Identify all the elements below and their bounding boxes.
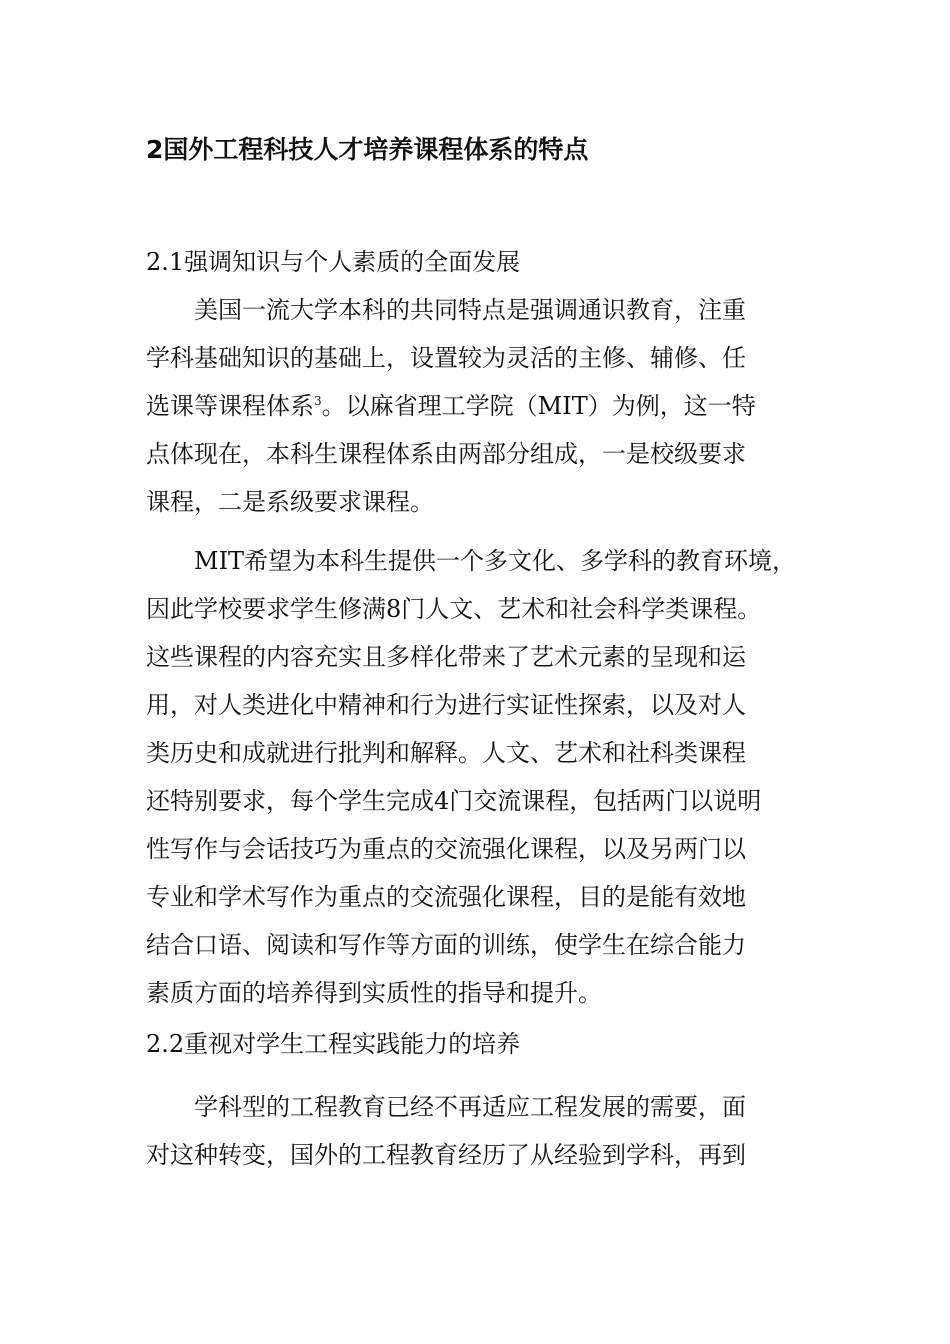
text-line: 课程，二是系级要求课程。	[146, 488, 434, 516]
text-line: 这些课程的内容充实且多样化带来了艺术元素的呈现和运	[146, 643, 746, 671]
text-line: 学科型的工程教育已经不再适应工程发展的需要，面	[194, 1093, 746, 1121]
text-line: 还特别要求，每个学生完成4门交流课程，包括两门以说明	[146, 787, 762, 815]
text-segment: 。以麻省理工学院（MIT）为例，这一特	[321, 392, 756, 420]
text-line: 结合口语、阅读和写作等方面的训练，使学生在综合能力	[146, 931, 746, 959]
paragraph-2-1-a	[146, 286, 826, 526]
text-segment: 选课等课程体系	[146, 392, 314, 420]
paragraph-2-2-a	[146, 1083, 826, 1179]
text-line: 专业和学术写作为重点的交流强化课程，目的是能有效地	[146, 883, 746, 911]
text-line: 美国一流大学本科的共同特点是强调通识教育，注重	[194, 296, 746, 324]
text-line: 点体现在，本科生课程体系由两部分组成，一是校级要求	[146, 440, 746, 468]
footnote-ref: 3	[314, 394, 322, 408]
text-line: 性写作与会话技巧为重点的交流强化课程，以及另两门以	[146, 835, 746, 863]
text-line: 类历史和成就进行批判和解释。人文、艺术和社科类课程	[146, 739, 746, 767]
text-line: 因此学校要求学生修满8门人文、艺术和社会科学类课程。	[146, 595, 762, 623]
text-line	[146, 382, 826, 430]
text-line: MIT希望为本科生提供一个多文化、多学科的教育环境，	[194, 547, 797, 575]
text-line: 素质方面的培养得到实质性的指导和提升。	[146, 979, 602, 1007]
text-line: 用，对人类进化中精神和行为进行实证性探索，以及对人	[146, 691, 746, 719]
page-title: 2国外工程科技人才培养课程体系的特点	[146, 135, 589, 164]
section-title-2-2: 2.2重视对学生工程实践能力的培养	[146, 1030, 521, 1058]
section-title-2-1: 2.1强调知识与个人素质的全面发展	[146, 248, 521, 276]
text-line: 学科基础知识的基础上，设置较为灵活的主修、辅修、任	[146, 344, 746, 372]
text-line: 对这种转变，国外的工程教育经历了从经验到学科，再到	[146, 1141, 746, 1169]
paragraph-2-1-b	[146, 537, 826, 1017]
